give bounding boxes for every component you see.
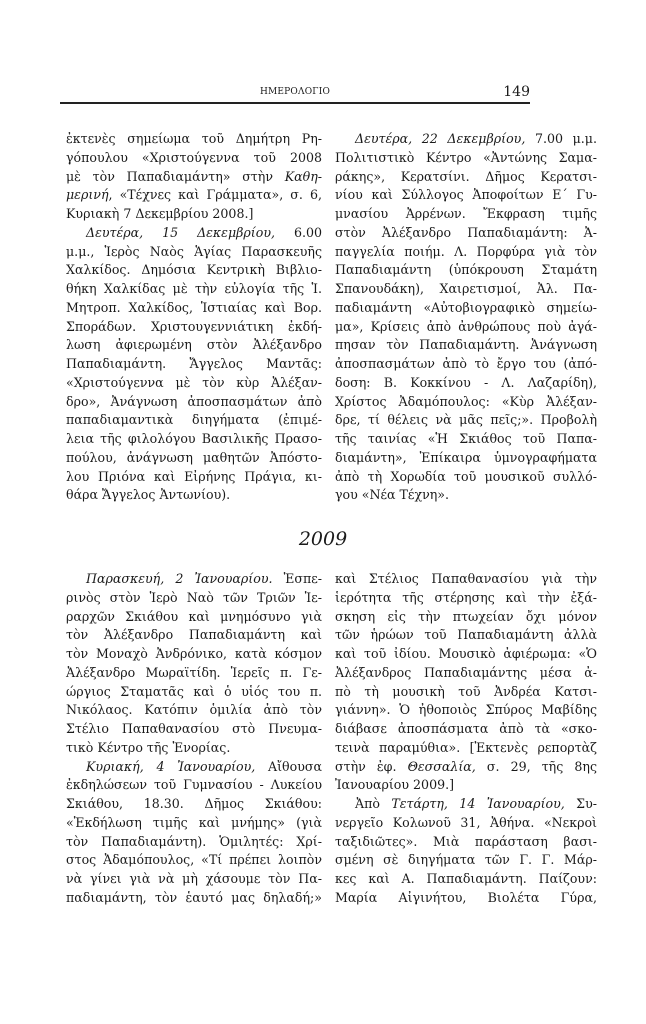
text-line: μὲ τὸν Παπαδιαμάντη» στὴν Καθη- bbox=[66, 168, 322, 184]
text-line: ταξιδιῶτες». Μιὰ παράσταση βασι- bbox=[335, 833, 597, 849]
text-line: Στέλιο Παπαθανασίου στὸ Πνευμα- bbox=[66, 721, 322, 736]
text-line: «Χριστούγεννα μὲ τὸν κὺρ Ἀλέξαν- bbox=[66, 374, 322, 390]
page-number: 149 bbox=[503, 84, 530, 100]
text-line: νίου καὶ Σύλλογος Ἀποφοίτων Ε΄ Γυ- bbox=[335, 187, 597, 203]
text-line: ἐκδηλώσεων τοῦ Γυμνασίου - Λυκείου bbox=[66, 777, 322, 793]
text-line: γιάννη». Ὁ ἠθοποιὸς Σπύρος Μαβίδης bbox=[335, 702, 597, 718]
text-line: καὶ Στέλιος Παπαθανασίου γιὰ τὴν bbox=[335, 571, 597, 586]
text-line: πὸ τὴ μουσικὴ τοῦ Ἀνδρέα Κατσι- bbox=[335, 683, 597, 699]
text-line: παδιαμάντη, τὸν ἑαυτό μας δηλαδή;» bbox=[66, 889, 322, 905]
section-year-heading: 2009 bbox=[298, 528, 348, 550]
text-line: ραρχῶν Σκιάθου καὶ μνημόσυνο γιὰ bbox=[66, 608, 322, 624]
right-column-2 bbox=[335, 570, 597, 908]
text-line: τῶν ἡρώων τοῦ Παπαδιαμάντη ἀλλὰ bbox=[335, 627, 597, 643]
text-line: δρε, τί θέλεις νὰ μᾶς πεῖς;». Προβολὴ bbox=[335, 412, 597, 428]
text-line: κες καὶ Α. Παπαδιαμάντη. Παίζουν: bbox=[335, 871, 597, 886]
text-line: καὶ τοῦ ἰδίου. Μουσικὸ ἀφιέρωμα: «Ὁ bbox=[335, 646, 597, 661]
left-column-2 bbox=[66, 570, 322, 908]
text-line: ώργιος Σταματᾶς καὶ ὁ υἱός του π. bbox=[66, 683, 322, 699]
text-line: ἐκτενὲς σημείωμα τοῦ Δημήτρη Ρη- bbox=[66, 131, 322, 146]
text-line: Παπαδιαμάντη (ὑπόκρουση Σταμάτη bbox=[335, 262, 597, 278]
text-line: μερινή, «Τέχνες καὶ Γράμματα», σ. 6, bbox=[66, 187, 322, 203]
text-line: δοση: Β. Κοκκίνου - Λ. Λαζαρίδη), bbox=[335, 374, 597, 390]
text-line: τὸν Παπαδιαμάντη). Ὁμιλητές: Χρί- bbox=[66, 833, 322, 849]
text-line: ρινὸς στὸν Ἱερὸ Ναὸ τῶν Τριῶν Ἱε- bbox=[66, 589, 322, 605]
text-line: στὸν Ἀλέξανδρο Παπαδιαμάντη: Ἀ- bbox=[335, 224, 597, 240]
text-line: στὴν ἐφ. Θεσσαλία, σ. 29, τῆς 8ης bbox=[335, 758, 597, 774]
text-line: ἀπὸ τὴ Χορωδία τοῦ μουσικοῦ συλλό- bbox=[335, 468, 597, 484]
text-line: Σκιάθου, 18.30. Δῆμος Σκιάθου: bbox=[66, 796, 322, 811]
text-line: Χρίστος Ἀδαμόπουλος: «Κὺρ Ἀλέξαν- bbox=[335, 393, 597, 409]
running-head: ΗΜΕΡΟΛΟΓΙΟ bbox=[259, 87, 331, 97]
text-line: Σποράδων. Χριστουγεννιάτικη ἐκδή- bbox=[66, 318, 322, 334]
right-column-1 bbox=[335, 130, 597, 505]
text-line: Παρασκευή, 2 Ἰανουαρίου. Ἐσπε- bbox=[86, 571, 323, 586]
text-line: τικὸ Κέντρο τῆς Ἐνορίας. bbox=[66, 739, 231, 755]
text-line: Μητροπ. Χαλκίδος, Ἱστιαίας καὶ Βορ. bbox=[66, 299, 322, 315]
text-line: μ.μ., Ἱερὸς Ναὸς Ἁγίας Παρασκευῆς bbox=[66, 243, 322, 259]
text-line: Πολιτιστικὸ Κέντρο «Ἀντώνης Σαμα- bbox=[335, 149, 597, 165]
text-line: στος Ἀδαμόπουλος, «Τί πρέπει λοιπὸν bbox=[66, 852, 322, 868]
text-line: Δευτέρα, 22 Δεκεμβρίου, 7.00 μ.μ. bbox=[355, 131, 597, 146]
text-line: Παπαδιαμάντη. Ἄγγελος Μαντᾶς: bbox=[66, 356, 322, 371]
text-line: Ἰανουαρίου 2009.] bbox=[335, 777, 455, 793]
text-line: μα», Κρίσεις ἀπὸ ἀνθρώπους ποὺ ἀγά- bbox=[335, 318, 597, 334]
header-rule bbox=[60, 102, 530, 104]
text-line: νὰ γίνει γιὰ νὰ μὴ χάσουμε τὸν Πα- bbox=[66, 871, 322, 886]
text-line: τεινὰ παραμύθια». [Ἐκτενὲς ρεπορτὰζ bbox=[335, 739, 597, 755]
text-line: λου Πριόνα καὶ Εἰρήνης Πράγια, κι- bbox=[66, 468, 322, 484]
text-line: λεια τῆς φιλολόγου Βασιλικῆς Πρασο- bbox=[66, 431, 322, 446]
text-line: τὸν Ἀλέξανδρο Παπαδιαμάντη καὶ bbox=[66, 627, 322, 643]
text-line: θάρα Ἄγγελος Ἀντωνίου). bbox=[66, 487, 231, 503]
text-line: Νικόλαος. Κατόπιν ὁμιλία ἀπὸ τὸν bbox=[66, 702, 322, 718]
text-line: Κυριακὴ 7 Δεκεμβρίου 2008.] bbox=[66, 206, 254, 221]
text-line: διαμάντη», Ἐπίκαιρα ὑμνογραφήματα bbox=[335, 449, 597, 465]
text-line: Δευτέρα, 15 Δεκεμβρίου, 6.00 bbox=[86, 224, 322, 240]
page-header bbox=[60, 86, 530, 102]
text-line: παγγελία ποιήμ. Λ. Πορφύρα γιὰ τὸν bbox=[335, 243, 597, 259]
text-line: ἱερότητα τῆς στέρησης καὶ τὴν ἐξά- bbox=[335, 589, 597, 605]
text-line: Χαλκίδος. Δημόσια Κεντρικὴ Βιβλιο- bbox=[66, 262, 322, 278]
text-line: πησαν τὸν Παπαδιαμάντη. Ἀνάγνωση bbox=[335, 337, 597, 353]
text-line: παδιαμάντη «Αὐτοβιογραφικὸ σημείω- bbox=[335, 299, 597, 315]
text-line: πούλου, ἀνάγνωση μαθητῶν Ἀπόστο- bbox=[66, 449, 322, 465]
text-line: ράκης», Κερατσίνι. Δῆμος Κερατσι- bbox=[335, 168, 597, 184]
text-line: σκηση εἰς τὴν πτωχείαν ὄχι μόνον bbox=[335, 608, 597, 624]
text-line: «Ἐκδήλωση τιμῆς καὶ μνήμης» (γιὰ bbox=[66, 814, 322, 830]
text-line: Ἀπὸ Τετάρτη, 14 Ἰανουαρίου, Συ- bbox=[355, 796, 597, 811]
text-line: Κυριακή, 4 Ἰανουαρίου, Αἴθουσα bbox=[86, 758, 322, 774]
text-line: δρο», Ἀνάγνωση ἀποσπασμάτων ἀπὸ bbox=[66, 393, 322, 409]
text-line: γου «Νέα Τέχνη». bbox=[335, 487, 449, 503]
text-line: Σπανουδάκη), Χαιρετισμοί, Ἀλ. Πα- bbox=[335, 281, 597, 296]
text-line: Ἀλέξανδρος Παπαδιαμάντης μέσα ἀ- bbox=[335, 664, 597, 680]
text-line: νεργεῖο Κολωνοῦ 31, Ἀθήνα. «Νεκροὶ bbox=[335, 814, 597, 830]
text-line: γόπουλου «Χριστούγεννα τοῦ 2008 bbox=[66, 149, 322, 165]
text-line: τῆς ταινίας «Ἡ Σκιάθος τοῦ Παπα- bbox=[335, 431, 597, 446]
text-line: διάβασε ἀποσπάσματα ἀπὸ τὰ «σκο- bbox=[335, 721, 597, 736]
left-column-1 bbox=[66, 130, 322, 505]
text-line: Μαρία Αἰγινήτου, Βιολέτα Γύρα, bbox=[335, 889, 597, 905]
text-line: θήκη Χαλκίδας μὲ τὴν εὐλογία τῆς Ἱ. bbox=[66, 281, 322, 296]
text-line: τὸν Μοναχὸ Ἀνδρόνικο, κατὰ κόσμον bbox=[66, 646, 322, 661]
text-line: μνασίου Ἀρρένων. Ἔκφραση τιμῆς bbox=[335, 206, 597, 221]
text-line: σμένη σὲ διηγήματα τῶν Γ. Γ. Μάρ- bbox=[335, 852, 597, 868]
text-line: λωση ἀφιερωμένη στὸν Ἀλέξανδρο bbox=[66, 337, 322, 353]
text-line: Ἀλέξανδρο Μωραϊτίδη. Ἱερεῖς π. Γε- bbox=[66, 664, 322, 680]
text-line: ἀποσπασμάτων ἀπὸ τὸ ἔργο του (ἀπό- bbox=[335, 356, 597, 371]
text-line: παπαδιαμαντικὰ διηγήματα (ἐπιμέ- bbox=[66, 412, 322, 428]
